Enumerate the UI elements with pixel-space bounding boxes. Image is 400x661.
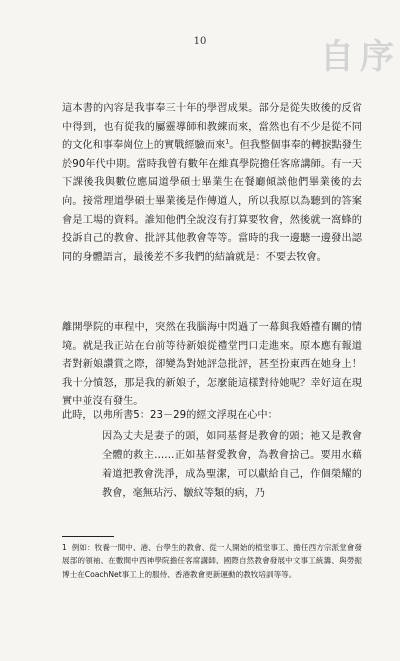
paragraph-2: 離開學院的車程中，突然在我腦海中閃過了一幕與我婚禮有關的情境。就是我正站在台前等待新娘從禮堂門口走進來。原本應有報道者對新娘讚賞之際，卻變為對她評急批評，甚至扮東西在她身上！我十分憤怒，那是我的新娘子，怎麼能這樣對待她呢？幸好這在現實中並沒有發生。 [62,322,362,408]
paragraph-1-text-b: 。但我整個事奉的轉捩點發生於90年代中期。當時我曾有數年在維真學院擔任客席講師。有一天下課後我與數位應屆道學碩士畢業生在餐廳傾談他們畢業後的去向。接常理道學碩士畢業後是作傳道人，所以我原以為聽到的答案會是工場的資料。誰知他們全說沒有打算要牧會，然後就一窩蜂的投訴自己的教會、批評其他教會等等。當時的我一邊聽一邊發出認同的身體語言，最後差不多我們的結論就是：不要去牧會。 [62,140,363,263]
footnote-divider [62,536,114,537]
footnote [62,541,362,581]
footnote-text: 例如：牧養一間中、港、台學生的教會、從一人開始的植堂事工、擔任西方宗派堂會發展部的領袖、在數間中西神學院擔任客席講師、國際自然教會發展中文事工統籌、與勞振博士在CoachNet事工上的服侍、香港教會更新運動的教牧培訓等等。 [62,543,362,579]
footnote-number: 1 [62,543,67,552]
paragraph-3: 此時，以弗所書5：23－29的經文浮現在心中： [62,410,278,421]
scripture-quote: 因為丈夫是妻子的頭，如同基督是教會的頭；祂又是教會全體的救主……正如基督愛教會，為教會捨己。要用水藉着道把教會洗淨，成為聖潔，可以獻給自己，作個榮耀的教會，毫無玷污、皺紋等類的病，乃 [102,431,362,499]
paragraph-1-text-a: 這本書的內容是我事奉三十年的學習成果。部分是從失敗後的反省中得到，也有從我的屬靈導師和教練而來，當然也有不少是從不同的文化和事奉崗位上的實戰經驗而來 [62,103,362,152]
paragraph-1 [62,100,362,267]
section-title: 自序 [320,37,400,77]
footnote-ref: 1 [225,137,230,146]
page-number: 10 [193,36,207,47]
